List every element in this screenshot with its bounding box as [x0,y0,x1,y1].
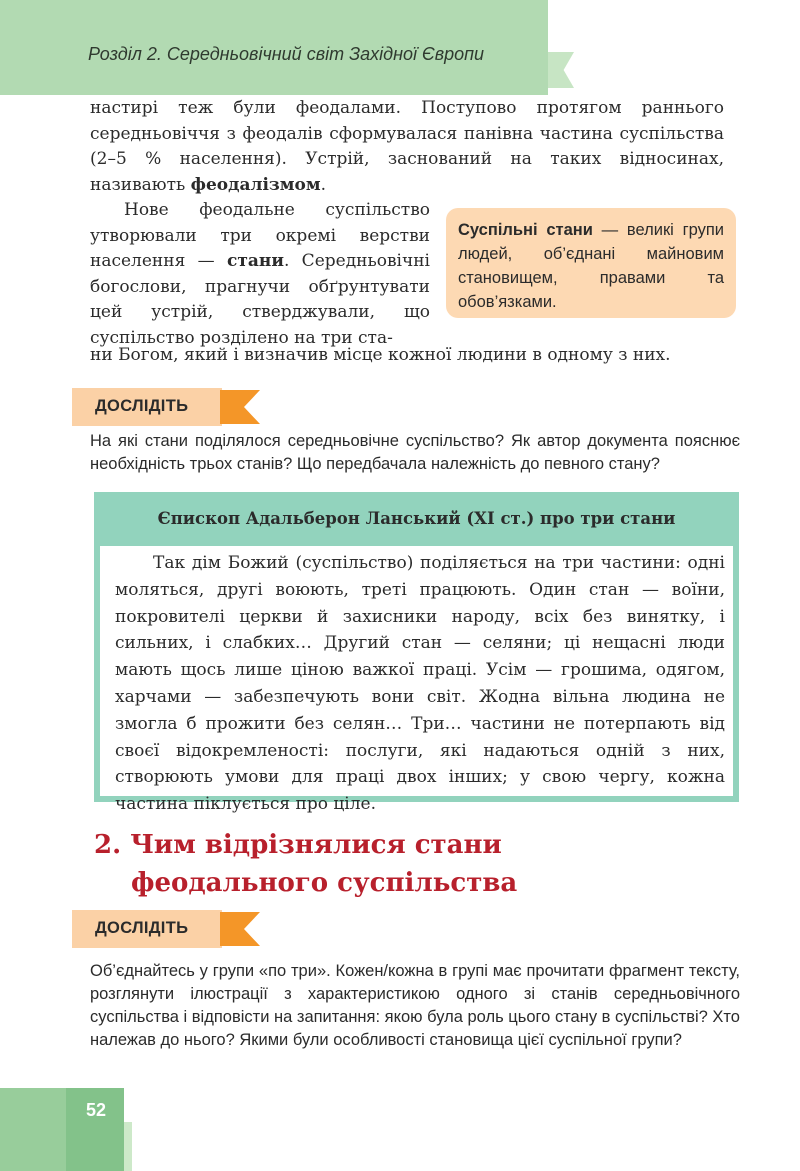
estates-text-before: Нове феодальне суспільство утворювали три окремі верстви населення — [90,200,430,271]
intro-text-after: . [320,174,327,195]
investigate-label: ДОСЛІДІТЬ [95,397,189,415]
investigate-tab-1 [72,388,262,426]
chapter-title: Розділ 2. Середньовічний світ Західної Європи [88,44,485,64]
intro-paragraph [90,96,724,198]
definition-body: — великі групи людей, об’єднані майновим становищем, правами та обов’язками. [458,221,724,311]
estates-paragraph [90,198,430,351]
investigate-tab-2 [72,910,262,948]
definition-text [458,218,724,314]
investigate-label: ДОСЛІДІТЬ [95,919,189,937]
page-corner-left [0,1088,66,1171]
definition-box [446,208,736,318]
source-text: Так дім Божий (суспільство) поділяється на три частини: одні моляться, другі воюють, треті працюють. Один стан — воїни, покровителі церкви й захисники народу, всіх без винятку, і сильних, і слабких… Другий стан — селяни; ці нещасні люди мають щось лише ціною важкої праці. Усім — грошима, одягом, харчами — забезпечують вони світ. Жодна вільна людина не змогла б прожити без селян… Три… частини не потерпають від своєї відокремленості: послуги, які надаються одній з них, створюють умови для праці двох інших; у свою чергу, кожна частина піклується про ціле. [115,553,725,815]
section-heading-line-1: 2. Чим відрізнялися стани [94,830,502,860]
estates-text-after: . Середньовічні богослови, прагнучи обґрунтувати цей устрій, стверджували, що суспільство розділено на три ста- [90,251,430,348]
investigate-task: Об’єднайтесь у групи «по три». Кожен/кожна в групі має прочитати фрагмент тексту, розглянути ілюстрації з характеристикою одного зі станів середньовічного суспільства і відповісти на запитання: якою була роль цього стану в суспільстві? Хто належав до нього? Якими були особливості становища цієї суспільної групи? [90,962,740,1049]
source-title: Єпископ Адальберон Ланський (XI ст.) про три стани [157,509,676,528]
estates-paragraph-last-line: ни Богом, який і визначив місце кожної людини в одному з них. [90,345,671,365]
source-body [100,546,733,815]
source-document [94,492,739,815]
chapter-header [0,0,548,95]
investigate-question: На які стани поділялося середньовічне суспільство? Як автор документа пояснює необхідність трьох станів? Що передбачала належність до певного стану? [90,432,740,473]
page-number: 52 [86,1100,107,1120]
term-feudalism: феодалізмом [190,174,321,195]
section-heading [94,826,517,902]
section-heading-line-2: феодального суспільства [131,868,518,898]
intro-text-before: настирі теж були феодалами. Поступово протягом раннього середньовіччя з феодалів сформувалася панівна частина суспільства (2–5 % населення). Устрій, заснований на таких відносинах, називають [90,98,724,195]
definition-term: Суспільні стани [458,221,593,239]
page-corner-strip [124,1122,132,1171]
term-estates: стани [226,251,284,271]
investigate-flag-icon [220,390,260,424]
investigate-flag-icon [220,912,260,946]
header-ribbon [548,52,574,88]
